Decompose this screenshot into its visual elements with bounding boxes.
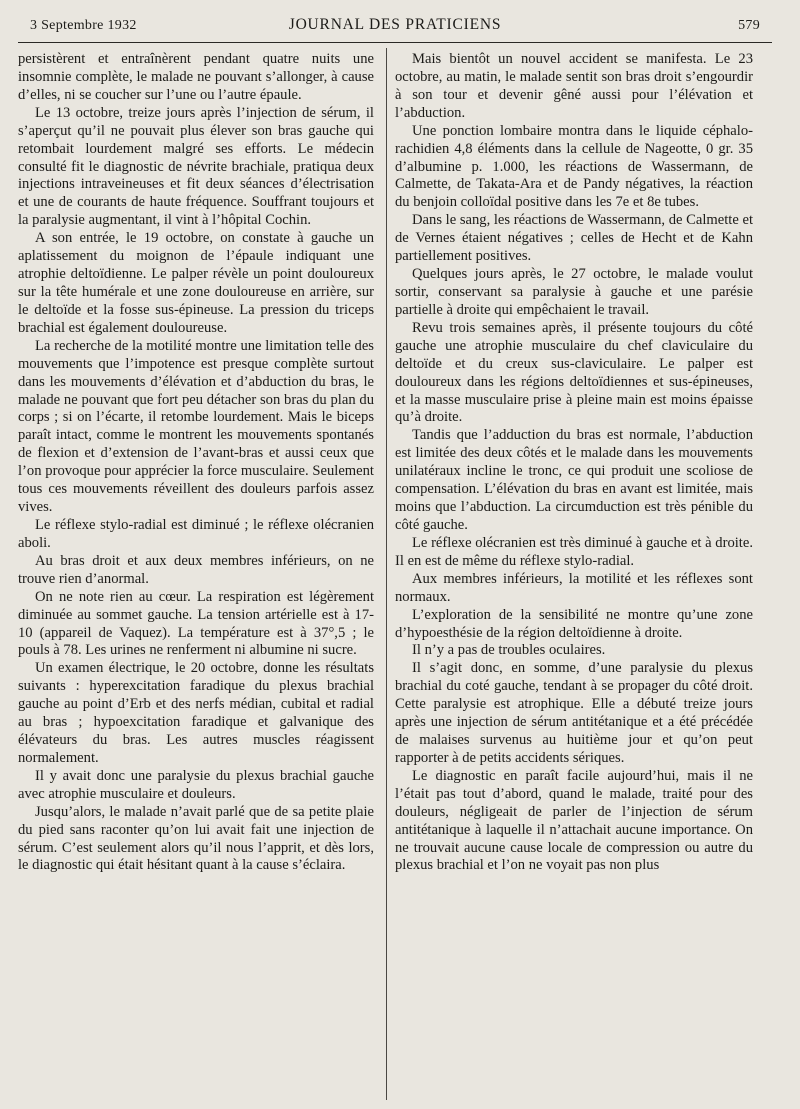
paragraph: Le réflexe olécranien est très diminué à gauche et à droite. Il en est de même du réflexe stylo-radial.	[395, 534, 753, 569]
paragraph: Le diagnostic en paraît facile aujourd’hui, mais il ne l’était pas tout d’abord, quand le malade, traité pour des douleurs, négligeait de parler de l’injection de sérum antitétanique à laquelle il n’attachait aucune importance. On ne trouvait aucune cause locale de compression ou autre du plexus brachial et l’on ne voyait pas non plus	[395, 767, 753, 874]
paragraph: Une ponction lombaire montra dans le liquide céphalo-rachidien 4,8 éléments dans la cellule de Nageotte, 0 gr. 35 d’albumine p. 1.000, les réactions de Wassermann, de Calmette, de Takata-Ara et de Pandy négatives, la réaction du benjoin colloïdal positive dans les 7e et 8e tubes.	[395, 122, 753, 211]
paragraph: La recherche de la motilité montre une limitation telle des mouvements que l’impotence est presque complète surtout dans les mouvements d’élévation et d’abduction du bras, le malade ne pouvant que fort peu détacher son bras du plan du corps ; si on l’écarte, il retombe lourdement. Mais le biceps paraît intact, comme le montrent les mouvements spontanés de flexion et d’extension de l’avant-bras et aussi ceux que l’on provoque pour apprécier la force musculaire. Seulement tous ces mouvements réveillent des douleurs parfois assez vives.	[18, 337, 374, 516]
paragraph: A son entrée, le 19 octobre, on constate à gauche un aplatissement du moignon de l’épaule indiquant une atrophie deltoïdienne. Le palper révèle un point douloureux sur la tête humérale et une zone douloureuse en arrière, sur le deltoïde et la fosse sus-épineuse. La pression du triceps brachial est également douloureuse.	[18, 230, 374, 336]
paragraph: Au bras droit et aux deux membres inférieurs, on ne trouve rien d’anormal.	[18, 552, 374, 587]
paragraph: Quelques jours après, le 27 octobre, le malade voulut sortir, conservant sa paralysie à gauche et une parésie partielle à droite qui empêchaient le travail.	[395, 266, 753, 318]
column-divider	[386, 48, 387, 1100]
page-header	[30, 14, 760, 36]
paragraph: Le réflexe stylo-radial est diminué ; le réflexe olécranien aboli.	[18, 516, 374, 551]
paragraph: Aux membres inférieurs, la motilité et les réflexes sont normaux.	[395, 570, 753, 605]
right-column	[395, 51, 753, 875]
paragraph: Jusqu’alors, le malade n’avait parlé que de sa petite plaie du pied sans raconter qu’on lui avait fait une injection de sérum. C’est seulement alors qu’il nous l’apprit, et dès lors, le diagnostic qui était hésitant quant à la cause s’éclaira.	[18, 803, 374, 874]
paragraph: Un examen électrique, le 20 octobre, donne les résultats suivants : hyperexcitation faradique du plexus brachial gauche au point d’Erb et des nerfs médian, cubital et radial au bras ; hypoexcitation faradique et galvanique des élévateurs du bras. Les autres muscles réagissent normalement.	[18, 660, 374, 766]
paragraph: Dans le sang, les réactions de Wassermann, de Calmette et de Vernes étaient négatives ; celles de Hecht et de Kahn partiellement positives.	[395, 212, 753, 265]
journal-title: JOURNAL DES PRATICIENS	[288, 16, 502, 33]
header-date: 3 Septembre 1932	[30, 18, 137, 33]
paragraph: Il y avait donc une paralysie du plexus brachial gauche avec atrophie musculaire et douleurs.	[18, 767, 374, 802]
page-number: 579	[738, 18, 760, 33]
paragraph: Il n’y a pas de troubles oculaires.	[412, 642, 606, 659]
paragraph: persistèrent et entraînèrent pendant quatre nuits une insomnie complète, le malade ne pouvant s’allonger, à cause d’elles, ni se coucher sur l’une ou l’autre épaule.	[18, 51, 374, 103]
paragraph: L’exploration de la sensibilité ne montre qu’une zone d’hypoesthésie de la région deltoïdienne à droite.	[395, 606, 753, 641]
header-rule	[18, 42, 772, 43]
paragraph: Mais bientôt un nouvel accident se manifesta. Le 23 octobre, au matin, le malade sentit son bras droit s’engourdir à son tour et devenir gêné aussi pour l’élévation et l’abduction.	[395, 51, 753, 121]
paragraph: Revu trois semaines après, il présente toujours du côté gauche une atrophie musculaire du chef claviculaire du deltoïde et du creux sus-claviculaire. Le palper est douloureux dans les régions deltoïdiennes et sus-épineuses, et la masse musculaire prise à pleine main est moins épaisse qu’à droite.	[395, 319, 753, 426]
paragraph: Il s’agit donc, en somme, d’une paralysie du plexus brachial du coté gauche, tendant à se propager du côté droit. Cette paralysie est atrophique. Elle a débuté treize jours après une injection de sérum antitétanique et a été précédée de malaises survenus au huitième jour et qu’on peut rapporter à de petits accidents sériques.	[395, 660, 753, 766]
left-column	[18, 51, 374, 875]
paragraph: On ne note rien au cœur. La respiration est légèrement diminuée au sommet gauche. La tension artérielle est à 17-10 (appareil de Vaquez). La température est à 37°,5 ; le pouls à 78. Les urines ne renferment ni albumine ni sucre.	[18, 588, 374, 659]
paragraph: Tandis que l’adduction du bras est normale, l’abduction est limitée des deux côtés et le malade dans les mouvements unilatéraux incline le tronc, ce qui produit une scoliose de compensation. L’élévation du bras en avant est limitée, mais moins que l’abduction. La circumduction est très pénible du côté gauche.	[395, 427, 753, 533]
paragraph: Le 13 octobre, treize jours après l’injection de sérum, il s’aperçut qu’il ne pouvait plus élever son bras gauche qui retombait lourdement malgré ses efforts. Le médecin consulté fit le diagnostic de névrite brachiale, pratiqua deux injections intraveineuses et fit deux séances d’électrisation et une de courants de haute fréquence. Souffrant toujours et la paralysie augmentant, il vint à l’hôpital Cochin.	[18, 104, 374, 229]
